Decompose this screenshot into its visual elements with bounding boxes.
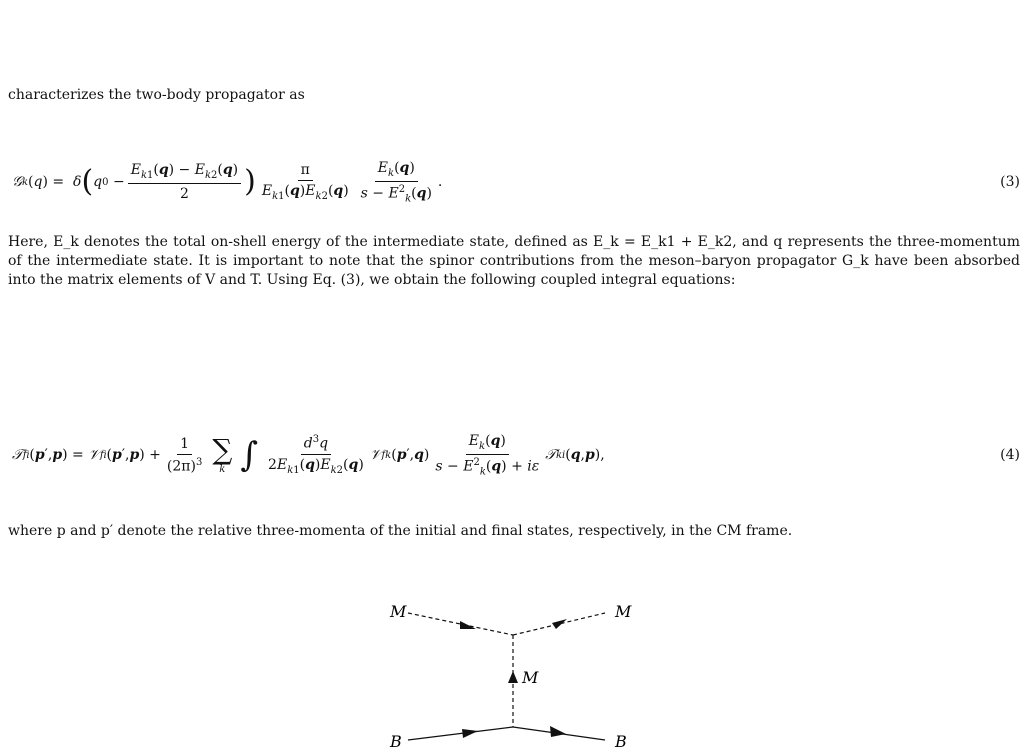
equation-3: [8, 152, 1020, 212]
baryon-in-line: [408, 727, 513, 740]
equation-4: [8, 425, 1020, 485]
equation-4-number: (4): [1000, 447, 1020, 463]
paragraph-momenta-text: where p and p′ denote the relative three-momenta of the initial and final states, respectively, in the CM frame.: [8, 523, 793, 539]
label-meson-exchange: M: [522, 668, 539, 687]
paragraph-momenta: [8, 522, 1020, 541]
equation-4-body: 𝒯 fi ( p ′, p ) = 𝒱 fi ( p ′, p ) + $\frac{1}{(2\pi)^3}$ ∑ k ∫ $\frac{d^3q}{2E_{k1}(q)E_{k2}(q)}$ 𝒱 fk ( p ′, q ) $\frac{E_k(q)}{s - E^2_k(q) + i\varepsilon}$ 𝒯 ki ( q , p ),: [12, 432, 605, 478]
paragraph-definitions: [8, 233, 1020, 290]
equation-3-body: 𝒢 k ( q ) = δ ( q 0 − $\frac{E_{k1}(q) - E_{k2}(q)}{2}$ ) $\frac{\pi}{E_{k1}(q)E_{k2}(q)}$ $\frac{E_k(q)}{s - E^2_k(q)}$ .: [12, 159, 443, 205]
label-baryon-out: B: [615, 732, 627, 751]
meson-out-arrow: [552, 619, 567, 629]
label-baryon-in: B: [390, 732, 402, 751]
feynman-diagram: [380, 595, 650, 755]
label-meson-in: M: [390, 602, 407, 621]
meson-exchange-arrow: [508, 671, 518, 683]
paragraph-intro-text: characterizes the two-body propagator as: [8, 87, 305, 103]
meson-in-arrow: [460, 621, 476, 629]
paragraph-intro: [8, 86, 1020, 105]
label-meson-out: M: [615, 602, 632, 621]
baryon-out-arrow: [550, 726, 566, 737]
paragraph-definitions-text: Here, E_k denotes the total on-shell energy of the intermediate state, defined as E_k = E_k1 + E_k2, and q represents the three-momentum of the intermediate state. It is important to note that the spinor contributions from the meson–baryon propagator G_k have been absorbed into the matrix elements of V and T. Using Eq. (3), we obtain the following coupled integral equations:: [8, 234, 1020, 288]
baryon-in-arrow: [462, 729, 478, 738]
equation-3-number: (3): [1000, 174, 1020, 190]
